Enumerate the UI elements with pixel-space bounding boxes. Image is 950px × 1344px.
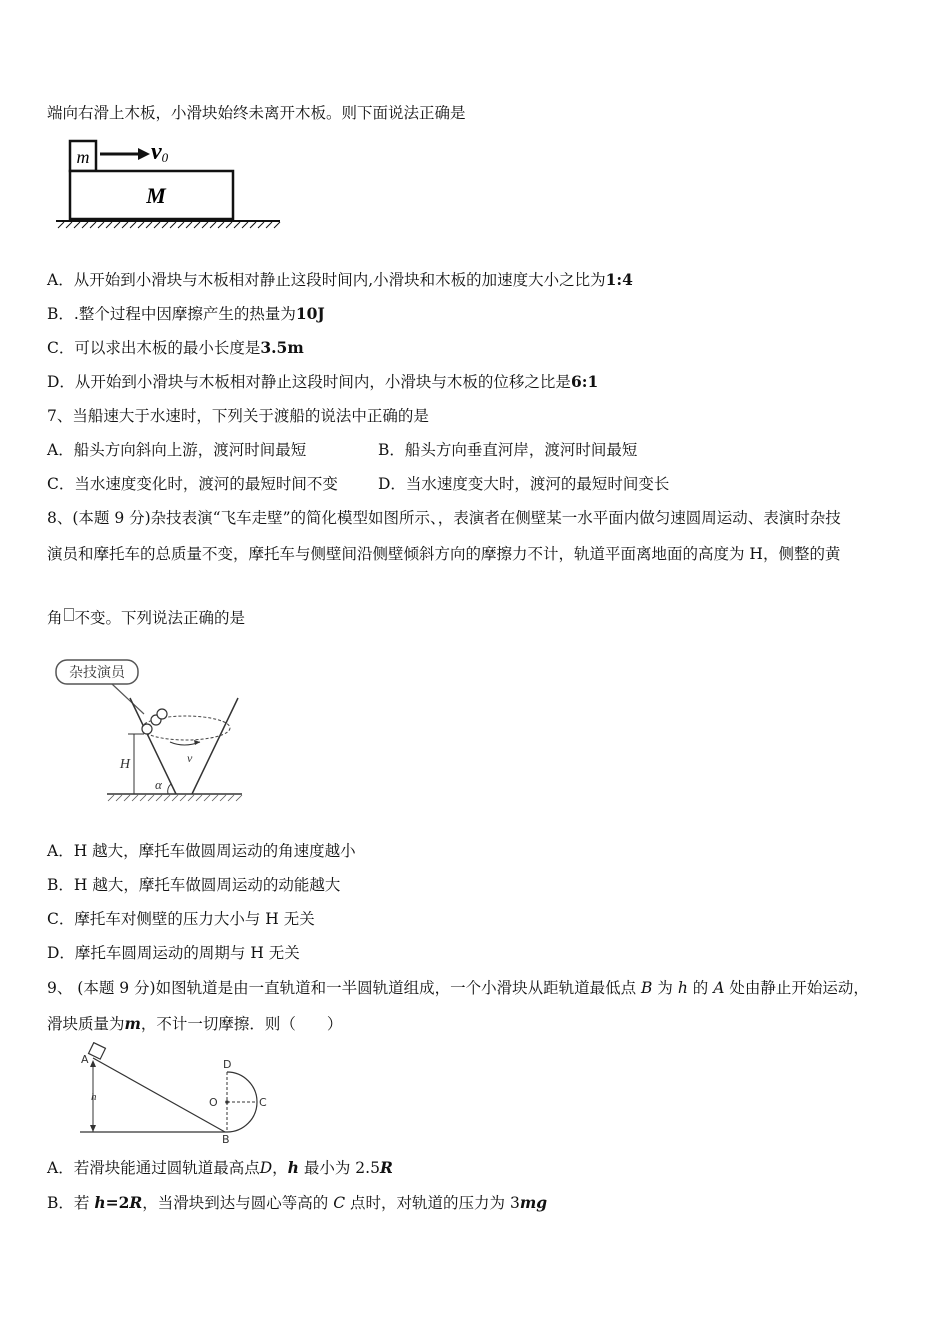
point-c-label: C: [259, 1096, 267, 1109]
missing-glyph-box: [64, 608, 74, 621]
q8-option-b: B．H 越大，摩托车做圆周运动的动能越大: [47, 876, 341, 894]
q9-stem-line1: 9、 (本题 9 分)如图轨道是由一直轨道和一半圆轨道组成，一个小滑块从距轨道最低点 B 为 h 的 A 处由静止开始运动，: [47, 979, 869, 997]
point-o-label: O: [209, 1096, 218, 1109]
block-board-figure: [52, 135, 284, 235]
velocity-arrowhead: [138, 148, 150, 160]
q9-option-b: B．若 h=2R，当滑块到达与圆心等高的 C 点时，对轨道的压力为 3mg: [47, 1193, 548, 1212]
q8-option-d: D．摩托车圆周运动的周期与 H 无关: [47, 944, 300, 962]
q8-option-a: A．H 越大，摩托车做圆周运动的角速度越小: [47, 842, 356, 860]
q6-option-c: C．可以求出木板的最小长度是3.5m: [47, 338, 304, 357]
angle-label: α: [155, 777, 162, 792]
small-block-label: m: [76, 147, 90, 167]
motorcycle-icon: [142, 709, 167, 734]
cone-left-wall: [130, 698, 176, 794]
q7-option-d: D．当水速度变大时，渡河的最短时间变长: [378, 475, 670, 493]
slider-block: [89, 1043, 106, 1059]
height-label: h: [91, 1091, 97, 1103]
ground-hatch: [108, 795, 242, 801]
ground-hatch: [58, 222, 280, 228]
q9-stem-line2: 滑块质量为m，不计一切摩擦．则（ ）: [47, 1014, 343, 1033]
height-label: H: [119, 757, 130, 772]
board-label: M: [146, 183, 166, 208]
incline: [93, 1058, 225, 1132]
q6-option-a: A．从开始到小滑块与木板相对静止这段时间内,小滑块和木板的加速度大小之比为1:4: [47, 270, 633, 289]
point-b-label: B: [222, 1133, 230, 1146]
q8-option-c: C．摩托车对侧壁的压力大小与 H 无关: [47, 910, 315, 928]
q7-option-b: B．船头方向垂直河岸，渡河时间最短: [378, 441, 638, 459]
q7-stem: 7、当船速大于水速时，下列关于渡船的说法中正确的是: [47, 407, 429, 425]
track-figure: [75, 1042, 275, 1147]
intro-text: 端向右滑上木板，小滑块始终未离开木板。则下面说法正确是: [47, 104, 466, 122]
point-d-label: D: [223, 1058, 232, 1071]
label-pointer: [112, 684, 144, 714]
q7-option-a: A．船头方向斜向上游，渡河时间最短: [47, 441, 307, 459]
q7-option-c: C．当水速度变化时，渡河的最短时间不变: [47, 475, 338, 493]
q8-stem-line3: 角 不变。下列说法正确的是: [47, 609, 246, 627]
q8-stem-line2: 演员和摩托车的总质量不变，摩托车与侧壁间沿侧壁倾斜方向的摩擦力不计，轨道平面离地面的高度为 H，侧整的黄: [47, 545, 841, 563]
q6-option-d: D．从开始到小滑块与木板相对静止这段时间内，小滑块与木板的位移之比是6:1: [47, 372, 599, 391]
velocity-label: v0: [151, 139, 169, 165]
q6-option-b: B．.整个过程中因摩擦产生的热量为10J: [47, 304, 325, 323]
angle-arc: [168, 784, 171, 794]
q9-option-a: A．若滑块能通过圆轨道最高点D，h 最小为 2.5R: [47, 1158, 393, 1177]
q8-stem-line1: 8、(本题 9 分)杂技表演“飞车走壁”的简化模型如图所示、，表演者在侧壁某一水平面内做匀速圆周运动、表演时杂技: [47, 509, 841, 527]
center-point: [225, 1100, 229, 1104]
performer-label: 杂技演员: [69, 665, 125, 681]
velocity-label: v: [187, 751, 193, 765]
cone-right-wall: [192, 698, 238, 794]
point-a-label: A: [81, 1053, 89, 1066]
wall-of-death-figure: [52, 656, 247, 806]
